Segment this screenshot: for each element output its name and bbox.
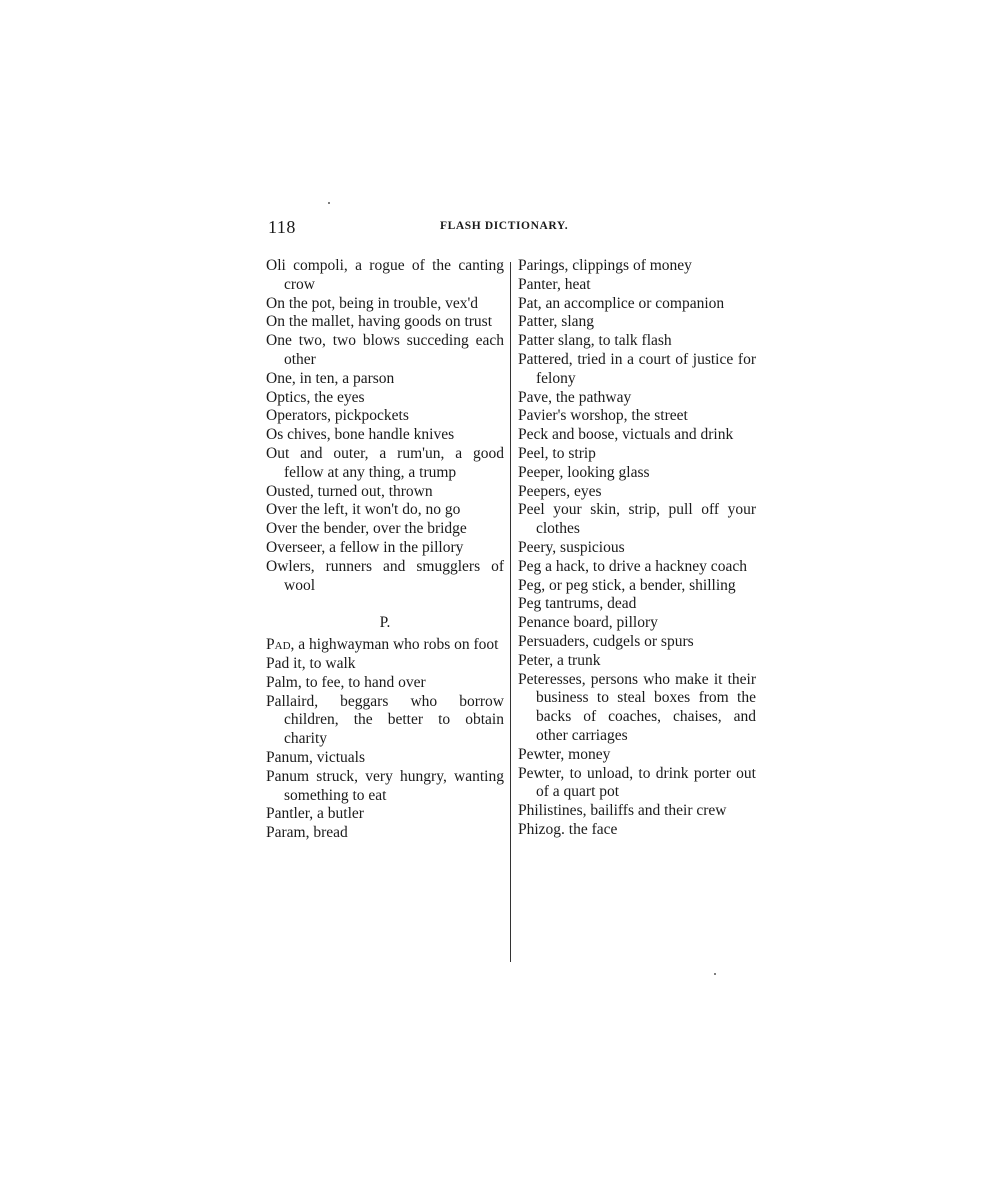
dictionary-entry: Peg a hack, to drive a hackney coach <box>518 557 747 575</box>
dictionary-entry: One, in ten, a parson <box>266 369 395 387</box>
dictionary-entry: One two, two blows succeding each other <box>266 332 504 368</box>
dictionary-entry: Panum, victuals <box>266 748 366 766</box>
dictionary-entry: Pewter, money <box>518 745 611 763</box>
dictionary-entry: Pantler, a butler <box>266 805 364 823</box>
left-column <box>266 257 504 843</box>
dictionary-entry: Peel your skin, strip, pull off your clothes <box>518 501 756 538</box>
page-header <box>268 217 758 239</box>
dictionary-entry: Operators, pickpockets <box>266 407 409 425</box>
dictionary-entry: Out and outer, a rum'un, a good fellow at any thing, a trump <box>266 444 504 481</box>
dictionary-entry: Pavier's worshop, the street <box>518 407 688 425</box>
dictionary-entry: Peel, to strip <box>518 444 596 462</box>
dictionary-entry: Peter, a trunk <box>518 651 601 669</box>
dictionary-entry: Peeper, looking glass <box>518 463 650 481</box>
entry-headword: Pad <box>266 636 291 654</box>
dictionary-entry: Peepers, eyes <box>518 482 602 500</box>
page-number: 118 <box>268 217 296 237</box>
dictionary-entry: Peery, suspicious <box>518 538 625 556</box>
dictionary-entry: Pat, an accomplice or companion <box>518 294 725 312</box>
dictionary-entry: Param, bread <box>266 824 348 842</box>
dictionary-entry: Over the bender, over the bridge <box>266 520 467 538</box>
print-speck <box>714 973 716 975</box>
dictionary-entry: Parings, clippings of money <box>518 257 692 274</box>
dictionary-entry: Penance board, pillory <box>518 614 658 632</box>
dictionary-entry: Persuaders, cudgels or spurs <box>518 632 694 650</box>
dictionary-entry: Pallaird, beggars who borrow children, the better to obtain charity <box>266 692 504 748</box>
entry-definition: , a highwayman who robs on foot <box>290 636 499 654</box>
dictionary-entry: Panum struck, very hungry, wanting something to eat <box>266 767 504 804</box>
dictionary-entry: Overseer, a fellow in the pillory <box>266 538 464 556</box>
dictionary-entry: Peteresses, persons who make it their business to steal boxes from the backs of coaches, chaises, and other carriages <box>518 670 756 744</box>
dictionary-entry: Palm, to fee, to hand over <box>266 673 426 691</box>
dictionary-entry: Oli compoli, a rogue of the canting crow <box>266 257 504 293</box>
dictionary-entry: Patter slang, to talk flash <box>518 332 672 350</box>
print-speck <box>328 202 330 204</box>
dictionary-entry: Owlers, runners and smugglers of wool <box>266 557 504 594</box>
dictionary-entry: Pave, the pathway <box>518 388 632 406</box>
dictionary-entry: Pad it, to walk <box>266 654 356 672</box>
dictionary-entry: Peck and boose, victuals and drink <box>518 426 734 444</box>
dictionary-entry: Optics, the eyes <box>266 388 365 406</box>
dictionary-entry: Phizog. the face <box>518 820 618 838</box>
dictionary-entry: Os chives, bone handle knives <box>266 426 455 444</box>
dictionary-entry: On the pot, being in trouble, vex'd <box>266 294 479 312</box>
section-letter-heading: P. <box>379 614 391 632</box>
dictionary-entry: Peg, or peg stick, a bender, shilling <box>518 576 736 594</box>
dictionary-entry: Over the left, it won't do, no go <box>266 501 461 519</box>
running-title: FLASH DICTIONARY. <box>440 220 569 232</box>
dictionary-entry: Philistines, bailiffs and their crew <box>518 802 727 820</box>
column-divider <box>510 262 511 962</box>
dictionary-entry <box>266 636 504 655</box>
dictionary-entry: Ousted, turned out, thrown <box>266 482 433 500</box>
dictionary-entry: Pewter, to unload, to drink porter out of a quart pot <box>518 764 756 801</box>
right-column <box>518 257 756 840</box>
dictionary-entry: Pattered, tried in a court of justice for felony <box>518 350 756 387</box>
dictionary-entry: On the mallet, having goods on trust <box>266 313 493 331</box>
dictionary-entry: Panter, heat <box>518 275 591 293</box>
dictionary-entry: Peg tantrums, dead <box>518 595 637 613</box>
dictionary-entry: Patter, slang <box>518 313 595 331</box>
